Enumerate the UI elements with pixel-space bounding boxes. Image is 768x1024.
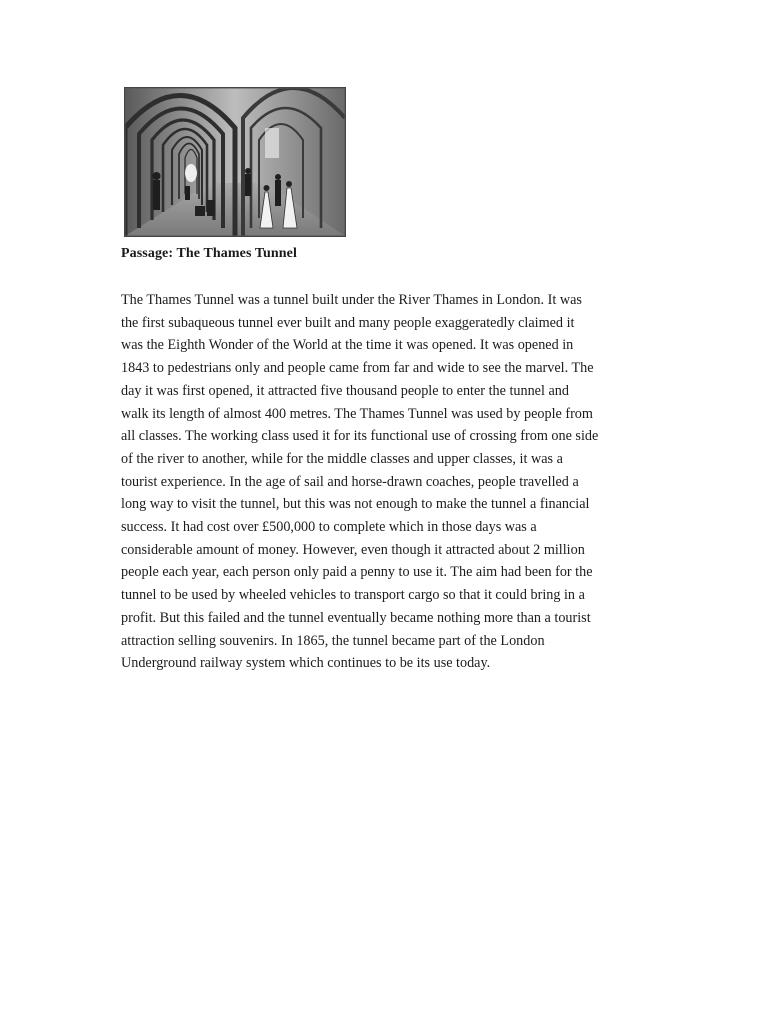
passage-line: The Thames Tunnel was a tunnel built under the River Thames in London. It was — [121, 292, 582, 308]
passage-line: all classes. The working class used it for its functional use of crossing from one side — [121, 428, 599, 445]
passage-line: Underground railway system which continues to be its use today. — [121, 655, 491, 672]
passage-line: people each year, each person only paid a penny to use it. The aim had been for the — [121, 564, 593, 581]
passage-line: profit. But this failed and the tunnel eventually became nothing more than a tourist — [121, 609, 591, 626]
tunnel-engraving-image — [124, 87, 346, 237]
passage-title: Passage: The Thames Tunnel — [121, 246, 297, 261]
passage-line: attraction selling souvenirs. In 1865, the tunnel became part of the London — [121, 632, 545, 649]
tunnel-engraving-illustration — [125, 88, 345, 236]
passage-line: tunnel to be used by wheeled vehicles to transport cargo so that it could bring in a — [121, 587, 585, 604]
passage-line: long way to visit the tunnel, but this was not enough to make the tunnel a financial — [121, 496, 590, 513]
passage-line: walk its length of almost 400 metres. The Thames Tunnel was used by people from — [121, 405, 593, 422]
passage-line: the first subaqueous tunnel ever built and many people exaggeratedly claimed it — [121, 314, 575, 331]
passage-body — [121, 289, 677, 675]
passage-line: 1843 to pedestrians only and people came from far and wide to see the marvel. The — [121, 360, 594, 377]
passage-line: was the Eighth Wonder of the World at the time it was opened. It was opened in — [121, 337, 574, 354]
passage-line: tourist experience. In the age of sail and horse-drawn coaches, people travelled a — [121, 473, 579, 490]
passage-line: of the river to another, while for the middle classes and upper classes, it was a — [121, 450, 563, 467]
passage-line: considerable amount of money. However, even though it attracted about 2 million — [121, 541, 585, 558]
passage-line: success. It had cost over £500,000 to complete which in those days was a — [121, 519, 537, 536]
passage-line: day it was first opened, it attracted five thousand people to enter the tunnel and — [121, 382, 569, 399]
